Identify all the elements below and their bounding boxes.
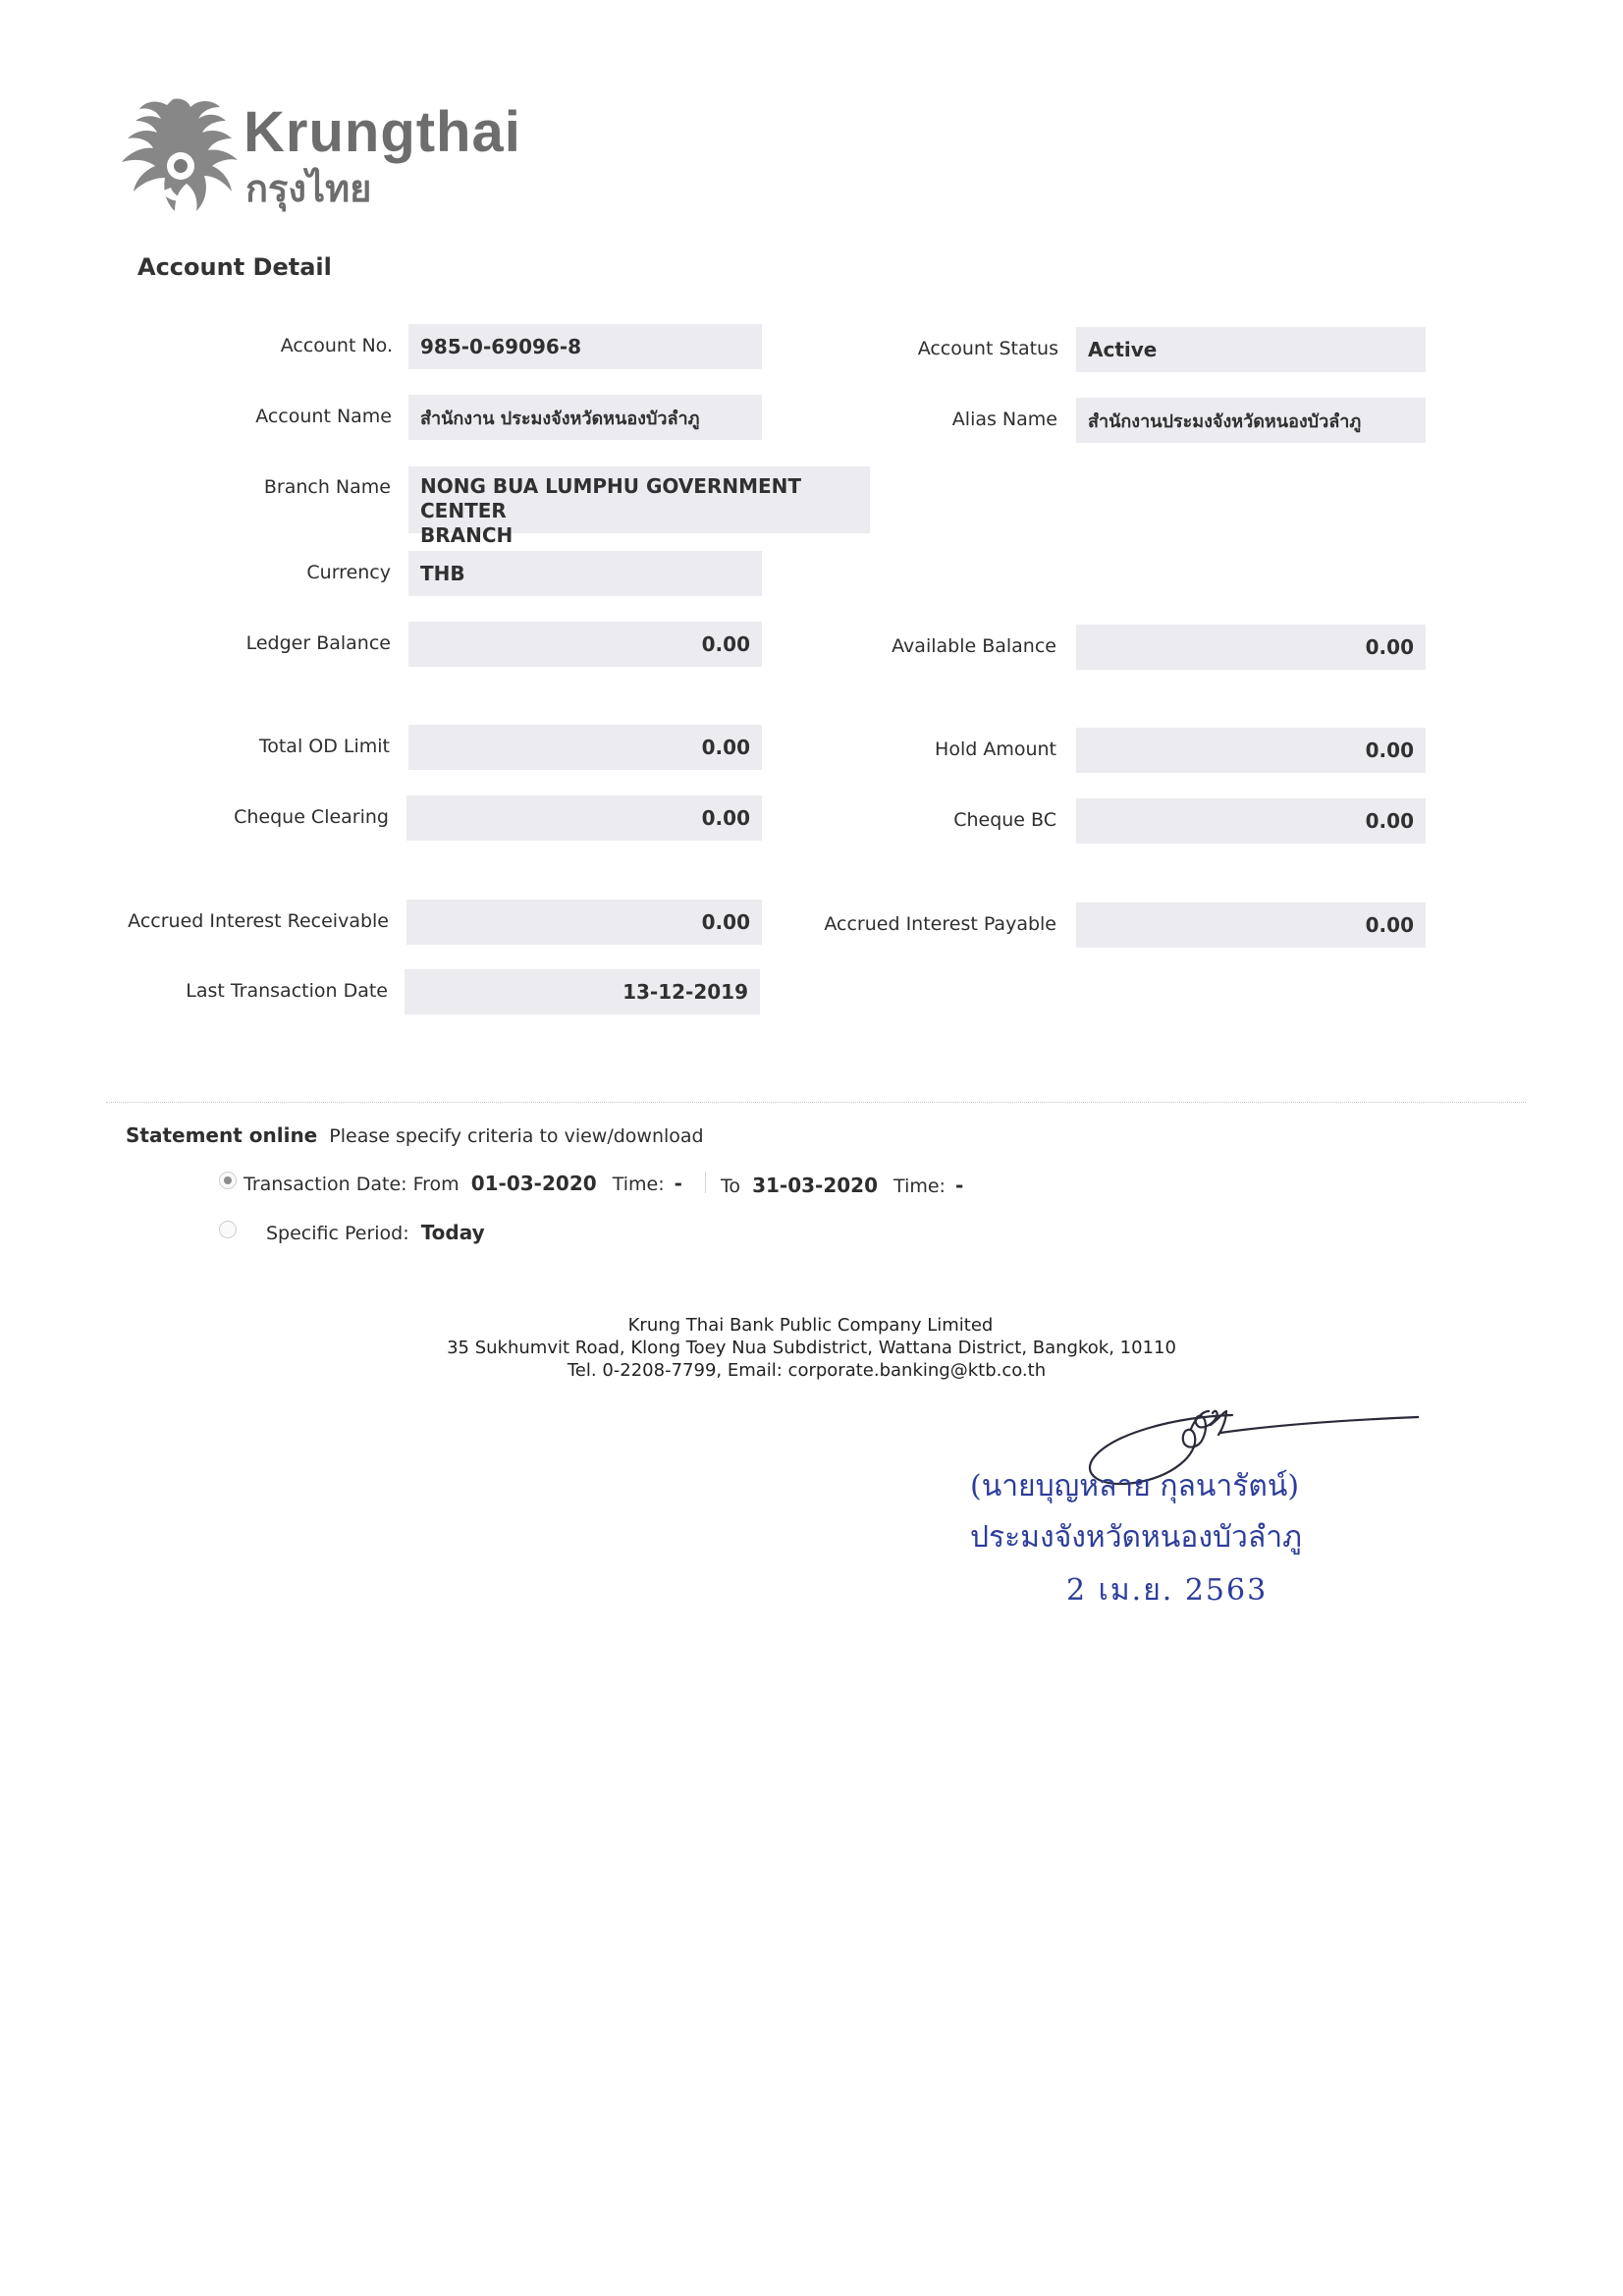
account-name-field	[408, 395, 762, 440]
to-time-label: Time:	[893, 1175, 946, 1197]
page-title: Account Detail	[137, 253, 332, 281]
currency-label: Currency	[306, 562, 391, 583]
statement-title: Statement online	[126, 1123, 318, 1147]
branch-name-label: Branch Name	[263, 476, 391, 498]
to-date-option	[721, 1174, 963, 1197]
currency-field	[408, 551, 762, 596]
alias-name-field	[1076, 398, 1426, 443]
from-time-value[interactable]: -	[674, 1172, 682, 1195]
cheque-clearing-value: 0.00	[701, 806, 750, 830]
total-od-limit-label: Total OD Limit	[258, 736, 390, 757]
footer-company: Krung Thai Bank Public Company Limited	[627, 1315, 994, 1336]
from-label: From	[412, 1174, 460, 1195]
account-name-value: สำนักงาน ประมงจังหวัดหนองบัวลำภู	[420, 408, 700, 429]
hold-amount-label: Hold Amount	[935, 738, 1056, 760]
transaction-date-option	[243, 1172, 682, 1195]
brand-name-en: Krungthai	[243, 100, 521, 164]
cheque-bc-value: 0.00	[1365, 809, 1414, 833]
accrued-interest-receivable-field	[406, 900, 762, 945]
branch-name-field	[408, 466, 870, 547]
hold-amount-value: 0.00	[1365, 738, 1414, 762]
specific-period-radio[interactable]	[219, 1221, 237, 1238]
accrued-interest-payable-value: 0.00	[1365, 913, 1414, 937]
signer-name: (นายบุญหลาย กุลนารัตน์)	[970, 1469, 1300, 1503]
to-label: To	[721, 1175, 741, 1197]
accrued-interest-payable-label: Accrued Interest Payable	[824, 913, 1056, 935]
accrued-interest-payable-field	[1076, 902, 1426, 948]
ledger-balance-value: 0.00	[701, 632, 750, 656]
account-status-field	[1076, 327, 1426, 372]
cheque-clearing-label: Cheque Clearing	[234, 806, 389, 828]
account-no-value: 985-0-69096-8	[420, 335, 582, 358]
total-od-limit-field	[408, 725, 762, 770]
ledger-balance-field	[408, 622, 762, 667]
to-separator	[705, 1172, 706, 1193]
accrued-interest-receivable-label: Accrued Interest Receivable	[128, 910, 389, 932]
statement-header	[126, 1123, 704, 1147]
branch-name-line1: NONG BUA LUMPHU GOVERNMENT CENTER	[420, 474, 802, 522]
transaction-date-label: Transaction Date:	[243, 1174, 407, 1195]
signer-title: ประมงจังหวัดหนองบัวลำภู	[970, 1520, 1302, 1555]
section-divider	[106, 1102, 1526, 1103]
available-balance-value: 0.00	[1365, 635, 1414, 659]
to-time-value[interactable]: -	[955, 1174, 964, 1197]
from-date-value[interactable]: 01-03-2020	[470, 1172, 597, 1195]
specific-period-value[interactable]: Today	[420, 1221, 485, 1244]
currency-value: THB	[420, 562, 465, 585]
account-status-label: Account Status	[917, 338, 1058, 359]
garuda-emblem-icon	[106, 97, 239, 220]
available-balance-label: Available Balance	[892, 635, 1056, 657]
hold-amount-field	[1076, 728, 1426, 773]
cheque-bc-field	[1076, 798, 1426, 844]
branch-name-line2: BRANCH	[420, 523, 514, 547]
account-status-value: Active	[1088, 338, 1158, 361]
cheque-clearing-field	[406, 795, 762, 841]
account-name-label: Account Name	[255, 406, 392, 427]
statement-instruction: Please specify criteria to view/download	[329, 1125, 704, 1147]
total-od-limit-value: 0.00	[701, 736, 750, 759]
last-transaction-date-label: Last Transaction Date	[186, 980, 388, 1002]
radio-selected-dot	[224, 1176, 232, 1184]
ledger-balance-label: Ledger Balance	[245, 632, 391, 654]
last-transaction-date-value: 13-12-2019	[622, 980, 748, 1004]
transaction-date-radio[interactable]	[219, 1172, 237, 1189]
available-balance-field	[1076, 625, 1426, 670]
last-transaction-date-field	[405, 969, 760, 1014]
alias-name-value: สำนักงานประมงจังหวัดหนองบัวลำภู	[1088, 410, 1362, 432]
specific-period-label: Specific Period:	[266, 1223, 409, 1244]
footer-address: 35 Sukhumvit Road, Klong Toey Nua Subdistrict, Wattana District, Bangkok, 10110	[447, 1338, 1176, 1358]
account-no-label: Account No.	[280, 335, 393, 356]
to-date-value[interactable]: 31-03-2020	[752, 1174, 878, 1197]
footer-contact: Tel. 0-2208-7799, Email: corporate.banking@ktb.co.th	[567, 1360, 1047, 1381]
specific-period-option	[266, 1221, 485, 1244]
from-time-label: Time:	[612, 1174, 665, 1195]
krungthai-logo	[106, 93, 521, 226]
account-no-field	[408, 324, 762, 369]
cheque-bc-label: Cheque BC	[953, 809, 1056, 831]
accrued-interest-receivable-value: 0.00	[701, 910, 750, 934]
alias-name-label: Alias Name	[951, 409, 1057, 430]
stamp-date: 2 เม.ย. 2563	[1066, 1573, 1269, 1608]
brand-name-th: กรุงไทย	[245, 167, 372, 210]
